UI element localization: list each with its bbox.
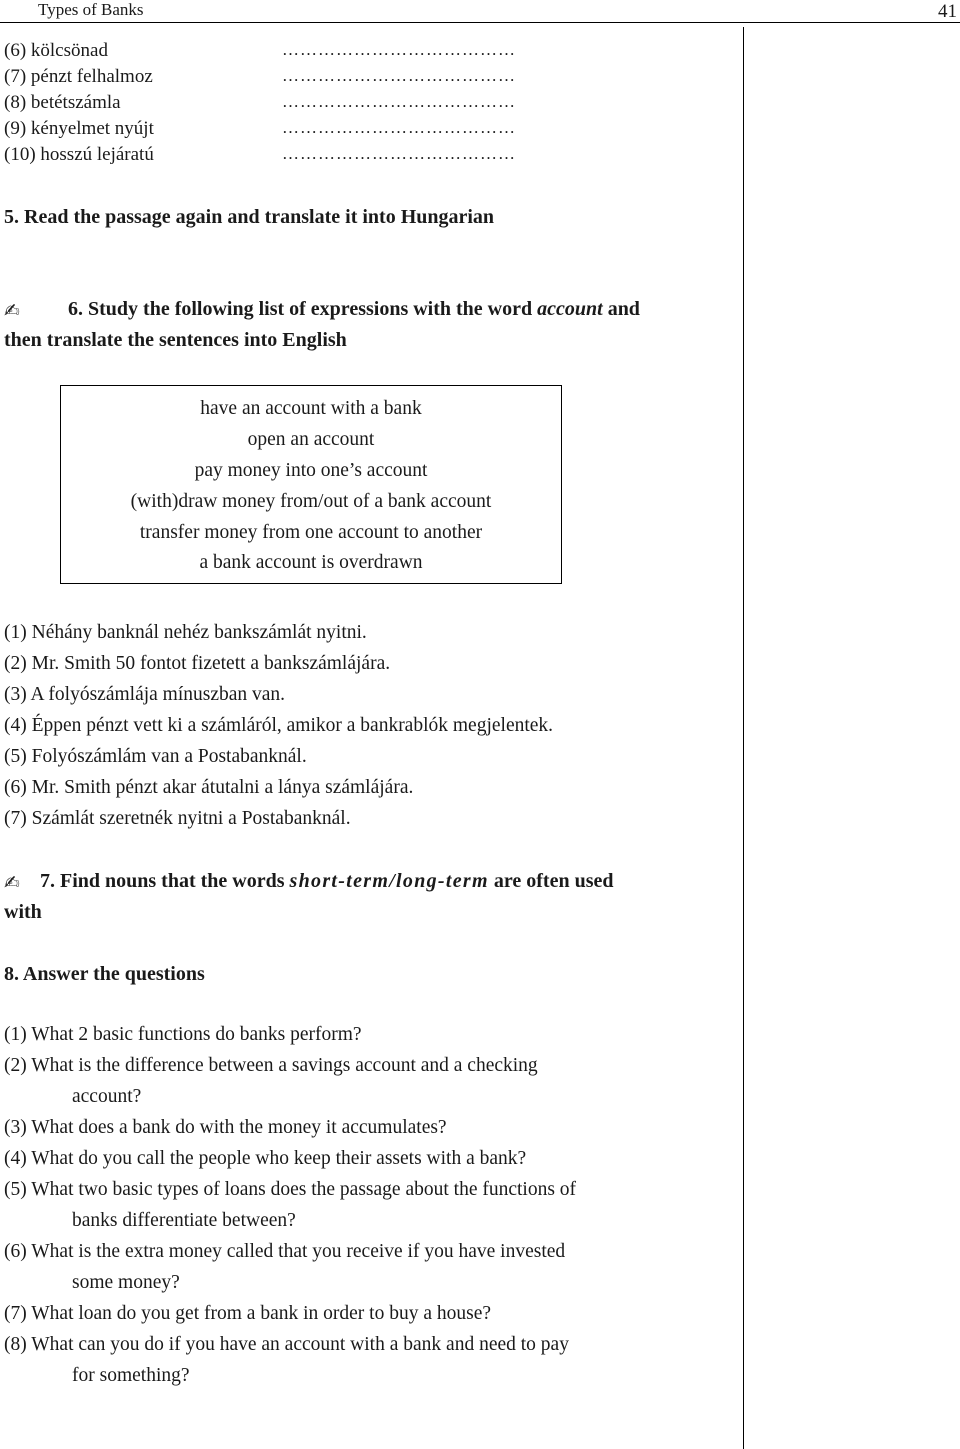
- vocab-blank: …………………………………: [282, 40, 516, 59]
- vocab-label: (10) hosszú lejáratú: [4, 144, 154, 165]
- task7-heading-line2: with: [4, 901, 42, 923]
- sentence: (2) Mr. Smith 50 fontot fizetett a bankszámlájára.: [4, 653, 391, 674]
- question: (5) What two basic types of loans does the passage about the functions of: [4, 1179, 577, 1200]
- expression-item: have an account with a bank: [200, 398, 422, 419]
- question: (6) What is the extra money called that you receive if you have invested: [4, 1241, 566, 1262]
- task8-heading: 8. Answer the questions: [4, 963, 205, 985]
- expression-item: transfer money from one account to another: [139, 522, 483, 543]
- question: (8) What can you do if you have an account with a bank and need to pay: [4, 1334, 569, 1355]
- task7-heading-text: 7. Find nouns that the words: [40, 870, 290, 892]
- task6-keyword: account: [537, 298, 603, 320]
- task7-heading: [40, 870, 614, 893]
- question-continuation: banks differentiate between?: [72, 1210, 296, 1231]
- expression-item: open an account: [247, 429, 375, 450]
- question: (7) What loan do you get from a bank in order to buy a house?: [4, 1303, 492, 1324]
- expression-item: (with)draw money from/out of a bank account: [130, 491, 492, 512]
- vocab-label: (8) betétszámla: [4, 92, 121, 113]
- writing-hand-icon: ✍: [4, 872, 20, 894]
- question: (3) What does a bank do with the money it accumulates?: [4, 1117, 447, 1138]
- sentence: (7) Számlát szeretnék nyitni a Postabanknál.: [4, 808, 351, 829]
- question-continuation: some money?: [72, 1272, 180, 1293]
- question-continuation: account?: [72, 1086, 142, 1107]
- vocab-blank: …………………………………: [282, 118, 516, 137]
- task6-heading-line2: then translate the sentences into English: [4, 329, 347, 351]
- running-title: Types of Banks: [38, 0, 144, 19]
- expression-box: [60, 385, 562, 584]
- task6-heading: [68, 298, 640, 321]
- writing-hand-icon: ✍: [4, 300, 20, 322]
- sentence: (3) A folyószámlája mínuszban van.: [4, 684, 286, 705]
- task6-heading-text: 6. Study the following list of expressions with the word: [68, 298, 538, 320]
- vocab-blank: …………………………………: [282, 144, 516, 163]
- header-rule: [0, 22, 960, 23]
- task5-heading: 5. Read the passage again and translate it into Hungarian: [4, 206, 495, 228]
- task7-heading-end: are often used: [488, 870, 614, 892]
- task7-term: short-term/long-term: [289, 870, 489, 892]
- sentence: (1) Néhány banknál nehéz bankszámlát nyitni.: [4, 622, 367, 643]
- question: (1) What 2 basic functions do banks perform?: [4, 1024, 362, 1045]
- expression-item: a bank account is overdrawn: [199, 552, 423, 573]
- question: (2) What is the difference between a savings account and a checking: [4, 1055, 538, 1076]
- vocab-label: (7) pénzt felhalmoz: [4, 66, 153, 87]
- sentence: (5) Folyószámlám van a Postabanknál.: [4, 746, 307, 767]
- sentence: (6) Mr. Smith pénzt akar átutalni a lánya számlájára.: [4, 777, 414, 798]
- vocab-blank: …………………………………: [282, 92, 516, 111]
- margin-rule: [743, 27, 744, 1449]
- question: (4) What do you call the people who keep their assets with a bank?: [4, 1148, 527, 1169]
- vocab-label: (9) kényelmet nyújt: [4, 118, 154, 139]
- page-number: 41: [938, 1, 957, 22]
- sentence: (4) Éppen pénzt vett ki a számláról, amikor a bankrablók megjelentek.: [4, 715, 554, 736]
- vocab-label: (6) kölcsönad: [4, 40, 108, 61]
- vocab-blank: …………………………………: [282, 66, 516, 85]
- task6-heading-end: and: [602, 298, 640, 320]
- expression-item: pay money into one’s account: [194, 460, 428, 481]
- question-continuation: for something?: [72, 1365, 190, 1386]
